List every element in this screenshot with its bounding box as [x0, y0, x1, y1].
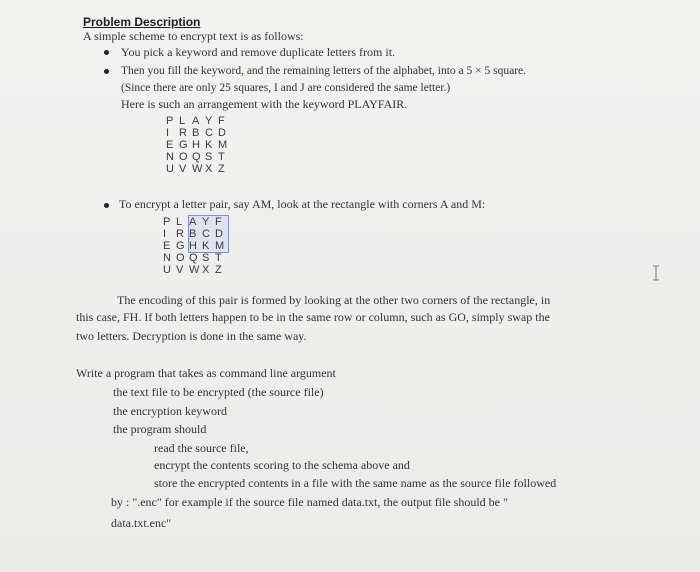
grid-cell: S	[205, 151, 213, 163]
grid-cell: L	[179, 115, 186, 127]
grid-cell: K	[205, 139, 213, 151]
grid-cell: E	[163, 240, 171, 252]
grid-row	[163, 228, 228, 240]
grid-cell: S	[202, 252, 210, 264]
grid-cell: D	[215, 228, 228, 240]
grid-cell: G	[176, 240, 185, 252]
grid-row	[166, 115, 231, 127]
grid-cell: G	[179, 139, 188, 151]
task-line6: encrypt the contents scoring to the schema above and	[154, 458, 410, 472]
task-line2: the text file to be encrypted (the source file)	[113, 385, 324, 399]
grid-cell: V	[179, 163, 187, 175]
grid-cell: A	[192, 115, 200, 127]
heading: Problem Description	[83, 15, 201, 29]
grid-cell: B	[192, 127, 200, 139]
grid-cell: E	[166, 139, 174, 151]
grid-row	[163, 252, 228, 264]
grid-cell: I	[166, 127, 170, 139]
grid-cell: Q	[189, 252, 198, 264]
grid-cell: U	[166, 163, 174, 175]
intro-text: A simple scheme to encrypt text is as follows:	[83, 29, 304, 43]
grid-cell: X	[202, 264, 210, 276]
grid-cell: H	[189, 240, 202, 252]
para1-line3: two letters. Decryption is done in the same way.	[76, 329, 307, 343]
grid-cell: N	[166, 151, 174, 163]
grid-cell: Z	[218, 163, 225, 175]
grid-cell: C	[205, 127, 213, 139]
task-line1: Write a program that takes as command line argument	[76, 366, 336, 380]
grid-cell: O	[176, 252, 185, 264]
playfair-grid-highlighted	[163, 216, 228, 276]
grid-cell: O	[179, 151, 188, 163]
grid-cell: F	[218, 115, 225, 127]
grid-row	[163, 264, 228, 276]
grid-cell: W	[192, 163, 203, 175]
task-line8: by : ".enc" for example if the source file named data.txt, the output file should be "	[111, 495, 508, 509]
grid-cell: B	[189, 228, 202, 240]
grid-cell: P	[166, 115, 174, 127]
grid-cell: D	[218, 127, 226, 139]
grid-cell: U	[163, 264, 171, 276]
bullet2-line1: Then you fill the keyword, and the remaining letters of the alphabet, into a 5 × 5 square.	[121, 65, 527, 77]
grid-row	[166, 151, 231, 163]
grid-cell: M	[218, 139, 228, 151]
grid-cell: T	[215, 252, 222, 264]
grid-cell: L	[176, 216, 183, 228]
grid-cell: T	[218, 151, 225, 163]
grid-cell: P	[163, 216, 171, 228]
grid-cell: Y	[205, 115, 213, 127]
bullet-dot	[104, 50, 109, 55]
grid-cell: V	[176, 264, 184, 276]
bullet2-line2: (Since there are only 25 squares, I and J are considered the same letter.)	[121, 82, 451, 94]
grid-cell: I	[163, 228, 167, 240]
bullet-dot	[104, 69, 109, 74]
task-line9: data.txt.enc"	[111, 516, 172, 530]
bullet3-text: To encrypt a letter pair, say AM, look at the rectangle with corners A and M:	[119, 197, 486, 211]
text-cursor-icon	[651, 265, 661, 281]
task-line7: store the encrypted contents in a file with the same name as the source file followed	[154, 476, 557, 490]
grid-row	[166, 163, 231, 175]
playfair-grid	[166, 115, 231, 175]
para1-line2: this case, FH. If both letters happen to be in the same row or column, such as GO, simply swap the	[76, 310, 550, 324]
grid-cell: R	[176, 228, 184, 240]
bullet-dot	[104, 203, 109, 208]
grid-cell: C	[202, 228, 215, 240]
task-line4: the program should	[113, 422, 207, 436]
grid-row	[163, 216, 228, 228]
task-line3: the encryption keyword	[113, 404, 227, 418]
grid-cell: X	[205, 163, 213, 175]
grid-cell: H	[192, 139, 200, 151]
bullet1-text: You pick a keyword and remove duplicate letters from it.	[121, 45, 396, 59]
bullet2-line3: Here is such an arrangement with the keyword PLAYFAIR.	[121, 97, 408, 111]
grid-cell: A	[189, 216, 202, 228]
task-line5: read the source file,	[154, 441, 249, 455]
grid-row	[166, 139, 231, 151]
grid-cell: K	[202, 240, 215, 252]
grid-cell: W	[189, 264, 200, 276]
grid-cell: Z	[215, 264, 222, 276]
grid-row	[166, 127, 231, 139]
grid-cell: Q	[192, 151, 201, 163]
grid-cell: F	[215, 216, 228, 228]
para1-line1: The encoding of this pair is formed by looking at the other two corners of the rectangle, in	[117, 293, 551, 307]
grid-cell: N	[163, 252, 171, 264]
grid-cell: R	[179, 127, 187, 139]
grid-cell: M	[215, 240, 228, 252]
grid-row	[163, 240, 228, 252]
grid-cell: Y	[202, 216, 215, 228]
